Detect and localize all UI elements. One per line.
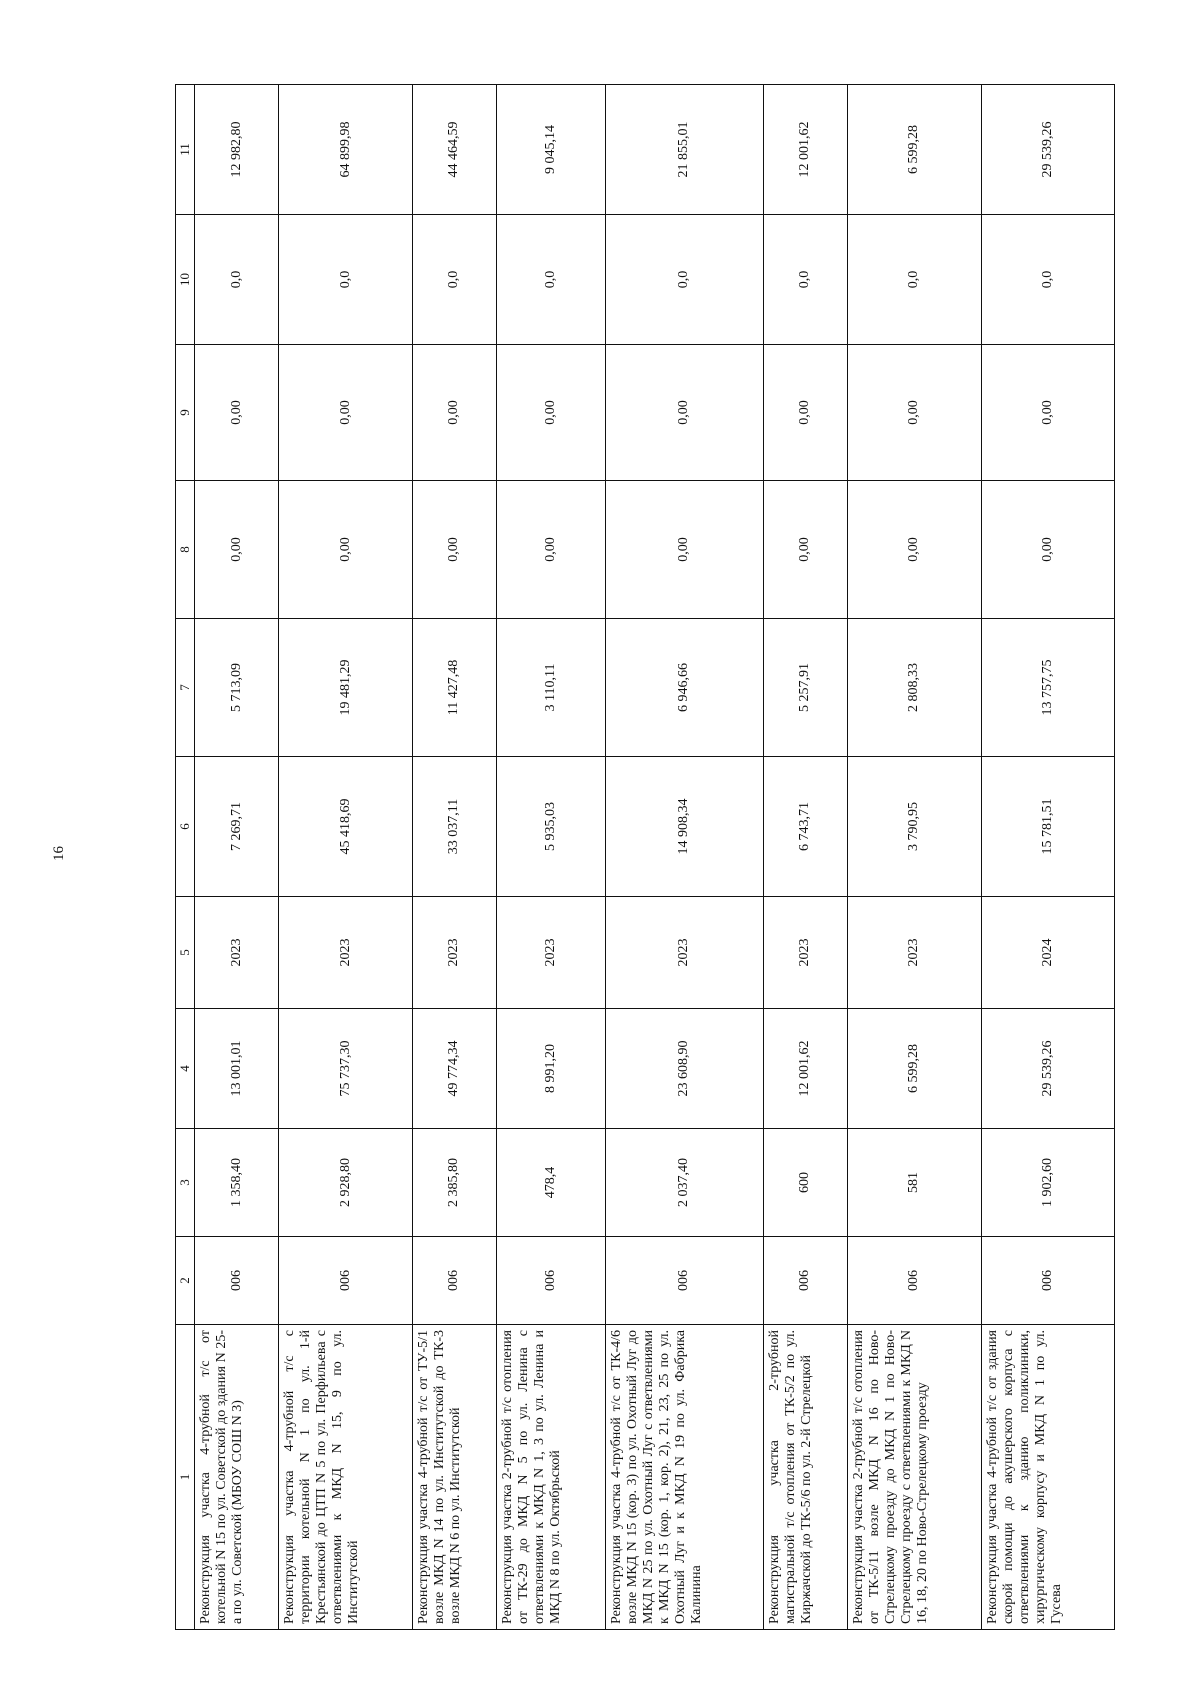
table-cell: 6 599,28 bbox=[848, 85, 981, 215]
table-cell: 006 bbox=[279, 1237, 412, 1325]
table-cell: 0,00 bbox=[497, 481, 606, 619]
column-header: 9 bbox=[176, 345, 195, 481]
table-cell: 33 037,11 bbox=[412, 757, 496, 897]
column-header: 11 bbox=[176, 85, 195, 215]
table-cell: 12 001,62 bbox=[763, 1009, 847, 1129]
table-cell: 0,00 bbox=[763, 345, 847, 481]
table-cell: 006 bbox=[605, 1237, 763, 1325]
table-cell: 0,0 bbox=[279, 215, 412, 345]
table-cell: 0,00 bbox=[279, 345, 412, 481]
table-cell: 2023 bbox=[279, 897, 412, 1009]
table-cell: 2 037,40 bbox=[605, 1129, 763, 1237]
table-cell: 1 902,60 bbox=[981, 1129, 1114, 1237]
cell-description: Реконструкция участка 4-трубной т/с от ТК-4/6 возле МКД N 15 (кор. 3) по ул. Охотный Луг до МКД N 25 по ул. Охотный Луг с ответвлениями к МКД N 15 (кор. 1, кор. 2), 21, 23, 25 по ул. Охотный Луг и к МКД N 19 по ул. Фабрика Калинина bbox=[605, 1325, 763, 1630]
column-header: 4 bbox=[176, 1009, 195, 1129]
cell-description: Реконструкция участка 2-трубной т/с отопления от ТК-29 до МКД N 5 по ул. Ленина с ответвлениями к МКД N 1, 3 по ул. Ленина и МКД N 8 по ул. Октябрьской bbox=[497, 1325, 606, 1630]
data-table bbox=[175, 84, 1115, 1630]
table-cell: 0,00 bbox=[497, 345, 606, 481]
table-cell: 29 539,26 bbox=[981, 85, 1114, 215]
column-header: 7 bbox=[176, 619, 195, 757]
table-cell: 29 539,26 bbox=[981, 1009, 1114, 1129]
table-cell: 0,00 bbox=[763, 481, 847, 619]
table-cell: 0,00 bbox=[412, 345, 496, 481]
cell-description: Реконструкция участка 4-трубной т/с от ТУ-5/1 возле МКД N 14 по ул. Институтской до ТК-3 возле МКД N 6 по ул. Институтской bbox=[412, 1325, 496, 1630]
table-cell: 8 991,20 bbox=[497, 1009, 606, 1129]
table-cell: 19 481,29 bbox=[279, 619, 412, 757]
table-cell: 0,00 bbox=[195, 345, 279, 481]
table-cell: 5 935,03 bbox=[497, 757, 606, 897]
table-row bbox=[763, 85, 847, 1630]
table-row bbox=[981, 85, 1114, 1630]
table-cell: 006 bbox=[848, 1237, 981, 1325]
table-cell: 6 599,28 bbox=[848, 1009, 981, 1129]
table-row bbox=[848, 85, 981, 1630]
table-cell: 006 bbox=[981, 1237, 1114, 1325]
table-cell: 64 899,98 bbox=[279, 85, 412, 215]
cell-description: Реконструкция участка 4-трубной т/с с территории котельной N 1 по ул. 1-й Крестьянской до ЦТП N 5 по ул. Перфильева с ответвлениями к МКД N 15, 9 по ул. Институтской bbox=[279, 1325, 412, 1630]
table-cell: 2 385,80 bbox=[412, 1129, 496, 1237]
table-cell: 0,00 bbox=[981, 481, 1114, 619]
table-cell: 12 001,62 bbox=[763, 85, 847, 215]
table-cell: 0,00 bbox=[195, 481, 279, 619]
table-cell: 21 855,01 bbox=[605, 85, 763, 215]
table-cell: 2023 bbox=[848, 897, 981, 1009]
table-cell: 0,0 bbox=[412, 215, 496, 345]
table-cell: 13 757,75 bbox=[981, 619, 1114, 757]
column-header: 2 bbox=[176, 1237, 195, 1325]
table-cell: 006 bbox=[412, 1237, 496, 1325]
table-cell: 006 bbox=[763, 1237, 847, 1325]
table-cell: 2023 bbox=[195, 897, 279, 1009]
rotated-table-wrapper bbox=[175, 85, 1115, 1630]
column-header: 10 bbox=[176, 215, 195, 345]
column-header: 5 bbox=[176, 897, 195, 1009]
table-row bbox=[279, 85, 412, 1630]
cell-description: Реконструкция участка 2-трубной магистральной т/с отопления от ТК-5/2 по ул. Киржачской до ТК-5/6 по ул. 2-й Стрелецкой bbox=[763, 1325, 847, 1630]
table-cell: 0,00 bbox=[412, 481, 496, 619]
table-cell: 0,0 bbox=[763, 215, 847, 345]
table-cell: 0,00 bbox=[981, 345, 1114, 481]
table-cell: 0,00 bbox=[848, 481, 981, 619]
table-cell: 9 045,14 bbox=[497, 85, 606, 215]
table-cell: 0,00 bbox=[605, 345, 763, 481]
table-cell: 0,0 bbox=[981, 215, 1114, 345]
cell-description: Реконструкция участка 4-трубной т/с от здания скорой помощи до акушерского корпуса с ответвлениями к зданию поликлиники, хирургическому корпусу и МКД N 1 по ул. Гусева bbox=[981, 1325, 1114, 1630]
table-cell: 11 427,48 bbox=[412, 619, 496, 757]
table-cell: 1 358,40 bbox=[195, 1129, 279, 1237]
header-row bbox=[176, 85, 195, 1630]
page-number: 16 bbox=[51, 846, 67, 861]
table-cell: 0,0 bbox=[605, 215, 763, 345]
table-cell: 0,00 bbox=[605, 481, 763, 619]
table-cell: 14 908,34 bbox=[605, 757, 763, 897]
table-cell: 2024 bbox=[981, 897, 1114, 1009]
cell-description: Реконструкция участка 2-трубной т/с отопления от ТК-5/11 возле МКД N 16 по Ново-Стрелецкому проезду до МКД N 1 по Ново-Стрелецкому проезду с ответвлениями к МКД N 16, 18, 20 по Ново-Стрелецкому проезду bbox=[848, 1325, 981, 1630]
table-cell: 2 928,80 bbox=[279, 1129, 412, 1237]
table-row bbox=[195, 85, 279, 1630]
table-cell: 2023 bbox=[497, 897, 606, 1009]
table-cell: 6 743,71 bbox=[763, 757, 847, 897]
table-cell: 600 bbox=[763, 1129, 847, 1237]
column-header: 3 bbox=[176, 1129, 195, 1237]
table-cell: 0,0 bbox=[848, 215, 981, 345]
column-header: 1 bbox=[176, 1325, 195, 1630]
table-row bbox=[605, 85, 763, 1630]
table-row bbox=[497, 85, 606, 1630]
column-header: 6 bbox=[176, 757, 195, 897]
table-cell: 2 808,33 bbox=[848, 619, 981, 757]
table-cell: 49 774,34 bbox=[412, 1009, 496, 1129]
table-cell: 13 001,01 bbox=[195, 1009, 279, 1129]
column-header: 8 bbox=[176, 481, 195, 619]
table-cell: 0,0 bbox=[497, 215, 606, 345]
table-cell: 2023 bbox=[605, 897, 763, 1009]
table-cell: 7 269,71 bbox=[195, 757, 279, 897]
table-cell: 006 bbox=[497, 1237, 606, 1325]
table-cell: 5 713,09 bbox=[195, 619, 279, 757]
table-cell: 23 608,90 bbox=[605, 1009, 763, 1129]
table-cell: 6 946,66 bbox=[605, 619, 763, 757]
table-row bbox=[412, 85, 496, 1630]
table-cell: 0,00 bbox=[279, 481, 412, 619]
table-cell: 478,4 bbox=[497, 1129, 606, 1237]
table-cell: 44 464,59 bbox=[412, 85, 496, 215]
table-cell: 3 790,95 bbox=[848, 757, 981, 897]
table-cell: 5 257,91 bbox=[763, 619, 847, 757]
table-cell: 75 737,30 bbox=[279, 1009, 412, 1129]
table-cell: 006 bbox=[195, 1237, 279, 1325]
table-cell: 45 418,69 bbox=[279, 757, 412, 897]
table-cell: 0,0 bbox=[195, 215, 279, 345]
cell-description: Реконструкция участка 4-трубной т/с от котельной N 15 по ул. Советской до здания N 25-а по ул. Советской (МБОУ СОШ N 3) bbox=[195, 1325, 279, 1630]
table-cell: 581 bbox=[848, 1129, 981, 1237]
table-cell: 12 982,80 bbox=[195, 85, 279, 215]
table-cell: 0,00 bbox=[848, 345, 981, 481]
table-cell: 2023 bbox=[412, 897, 496, 1009]
table-cell: 15 781,51 bbox=[981, 757, 1114, 897]
table-cell: 3 110,11 bbox=[497, 619, 606, 757]
table-cell: 2023 bbox=[763, 897, 847, 1009]
